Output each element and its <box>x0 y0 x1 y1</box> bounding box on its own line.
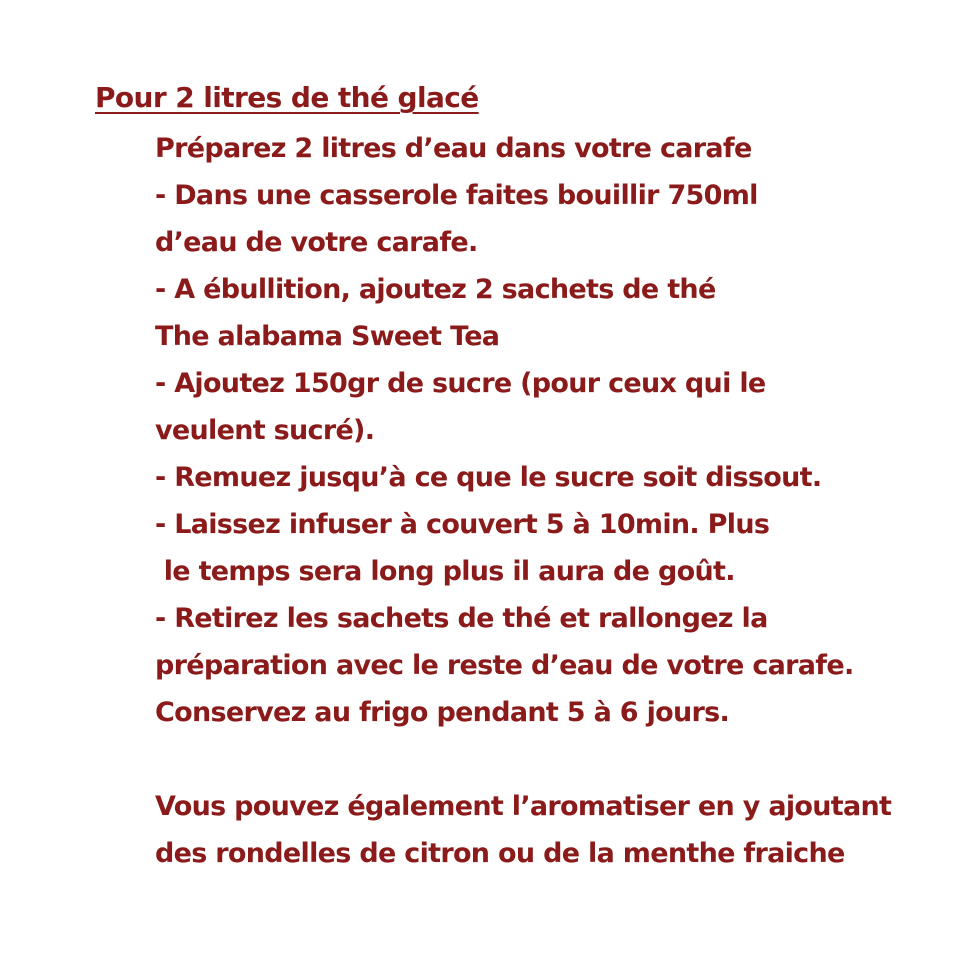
instruction-line: veulent sucré). <box>155 415 375 446</box>
instruction-line: Conservez au frigo pendant 5 à 6 jours. <box>155 697 730 728</box>
instruction-line: - Retirez les sachets de thé et rallongez la <box>155 603 768 634</box>
instruction-line: Préparez 2 litres d’eau dans votre carafe <box>155 133 752 164</box>
recipe-title: Pour 2 litres de thé glacé <box>95 81 479 114</box>
instruction-line: préparation avec le reste d’eau de votre carafe. <box>155 650 854 681</box>
tip-line: Vous pouvez également l’aromatiser en y ajoutant <box>155 791 892 822</box>
instruction-line: - A ébullition, ajoutez 2 sachets de thé <box>155 274 716 305</box>
instruction-line: le temps sera long plus il aura de goût. <box>155 556 735 587</box>
instruction-line: - Laissez infuser à couvert 5 à 10min. Plus <box>155 509 770 540</box>
tip-line: des rondelles de citron ou de la menthe fraiche <box>155 838 845 869</box>
instruction-line: - Remuez jusqu’à ce que le sucre soit dissout. <box>155 462 822 493</box>
blank-line <box>155 736 891 783</box>
instruction-line: - Dans une casserole faites bouillir 750ml <box>155 180 758 211</box>
instruction-line: - Ajoutez 150gr de sucre (pour ceux qui le <box>155 368 766 399</box>
instruction-line: d’eau de votre carafe. <box>155 227 478 258</box>
instruction-line: The alabama Sweet Tea <box>155 321 500 352</box>
recipe-instructions <box>155 125 891 877</box>
